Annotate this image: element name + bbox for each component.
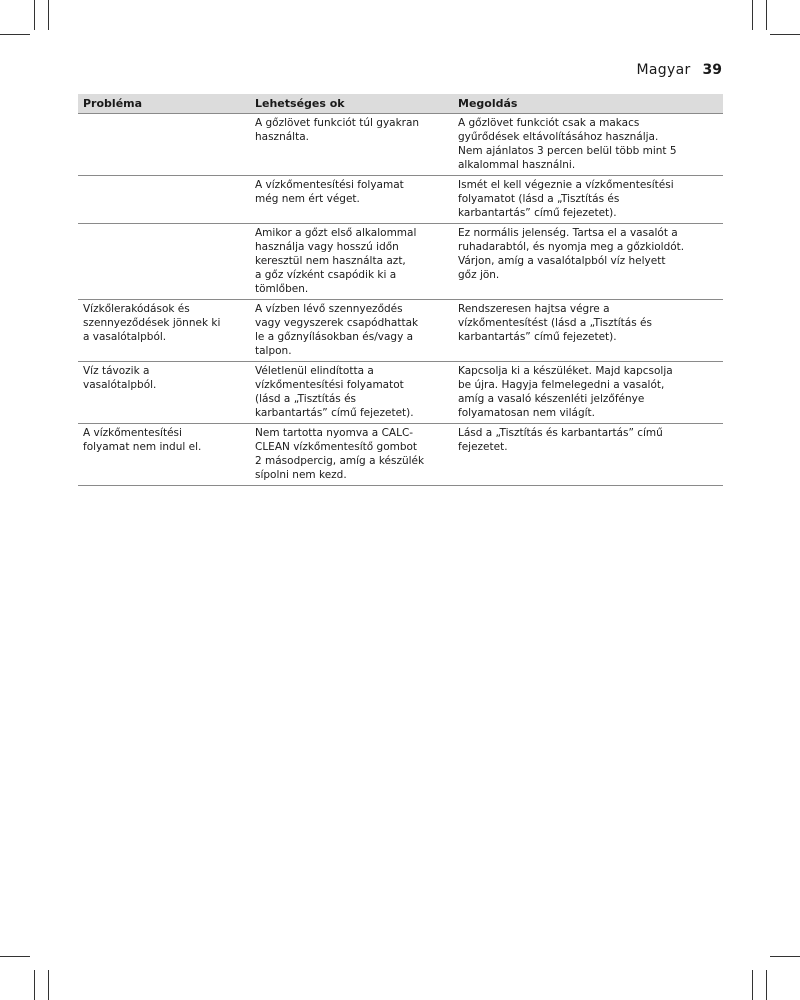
crop-mark [34,0,35,30]
column-header-problem: Probléma [78,94,250,114]
column-header-cause: Lehetséges ok [250,94,453,114]
solution-cell: Ez normális jelenség. Tartsa el a vasalót a ruhadarabtól, és nyomja meg a gőzkioldót. Várjon, amíg a vasalótalpból víz helyett gőz jön. [453,224,723,300]
crop-mark [34,970,35,1000]
problem-cell [78,114,250,176]
crop-mark [0,956,30,957]
problem-cell: Víz távozik a vasalótalpból. [78,362,250,424]
problem-cell [78,224,250,300]
table-row [78,424,723,486]
cause-cell: A vízkőmentesítési folyamat még nem ért véget. [250,176,453,224]
table-row [78,362,723,424]
table-header-row [78,94,723,114]
cause-cell: Amikor a gőzt első alkalommal használja vagy hosszú időn keresztül nem használta azt, a gőz vízként csapódik ki a tömlőben. [250,224,453,300]
table-row [78,114,723,176]
problem-cell: Vízkőlerakódások és szennyeződések jönnek ki a vasalótalpból. [78,300,250,362]
solution-cell: Lásd a „Tisztítás és karbantartás” című fejezetet. [453,424,723,486]
table-row [78,224,723,300]
crop-mark [770,34,800,35]
cause-cell: A gőzlövet funkciót túl gyakran használta. [250,114,453,176]
crop-mark [48,970,49,1000]
page-header [637,62,722,78]
cause-cell: A vízben lévő szennyeződés vagy vegyszerek csapódhattak le a gőznyílásokban és/vagy a talpon. [250,300,453,362]
cause-cell: Nem tartotta nyomva a CALC- CLEAN vízkőmentesítő gombot 2 másodpercig, amíg a készülék sípolni nem kezd. [250,424,453,486]
solution-cell: Ismét el kell végeznie a vízkőmentesítési folyamatot (lásd a „Tisztítás és karbantartás” című fejezetet). [453,176,723,224]
table-row [78,176,723,224]
table-row [78,300,723,362]
crop-mark [770,956,800,957]
troubleshooting-table [78,94,723,486]
crop-mark [766,970,767,1000]
language-label: Magyar [636,62,691,78]
crop-mark [752,0,753,30]
column-header-solution: Megoldás [453,94,723,114]
problem-cell: A vízkőmentesítési folyamat nem indul el. [78,424,250,486]
cause-cell: Véletlenül elindította a vízkőmentesítési folyamatot (lásd a „Tisztítás és karbantartás” című fejezetet). [250,362,453,424]
page-number: 39 [702,62,722,78]
crop-mark [752,970,753,1000]
crop-mark [0,34,30,35]
solution-cell: A gőzlövet funkciót csak a makacs gyűrődések eltávolításához használja. Nem ajánlatos 3 percen belül több mint 5 alkalommal használni. [453,114,723,176]
crop-mark [766,0,767,30]
solution-cell: Kapcsolja ki a készüléket. Majd kapcsolja be újra. Hagyja felmelegedni a vasalót, amíg a vasaló készenléti jelzőfénye folyamatosan nem világít. [453,362,723,424]
solution-cell: Rendszeresen hajtsa végre a vízkőmentesítést (lásd a „Tisztítás és karbantartás” című fejezetet). [453,300,723,362]
crop-mark [48,0,49,30]
problem-cell [78,176,250,224]
